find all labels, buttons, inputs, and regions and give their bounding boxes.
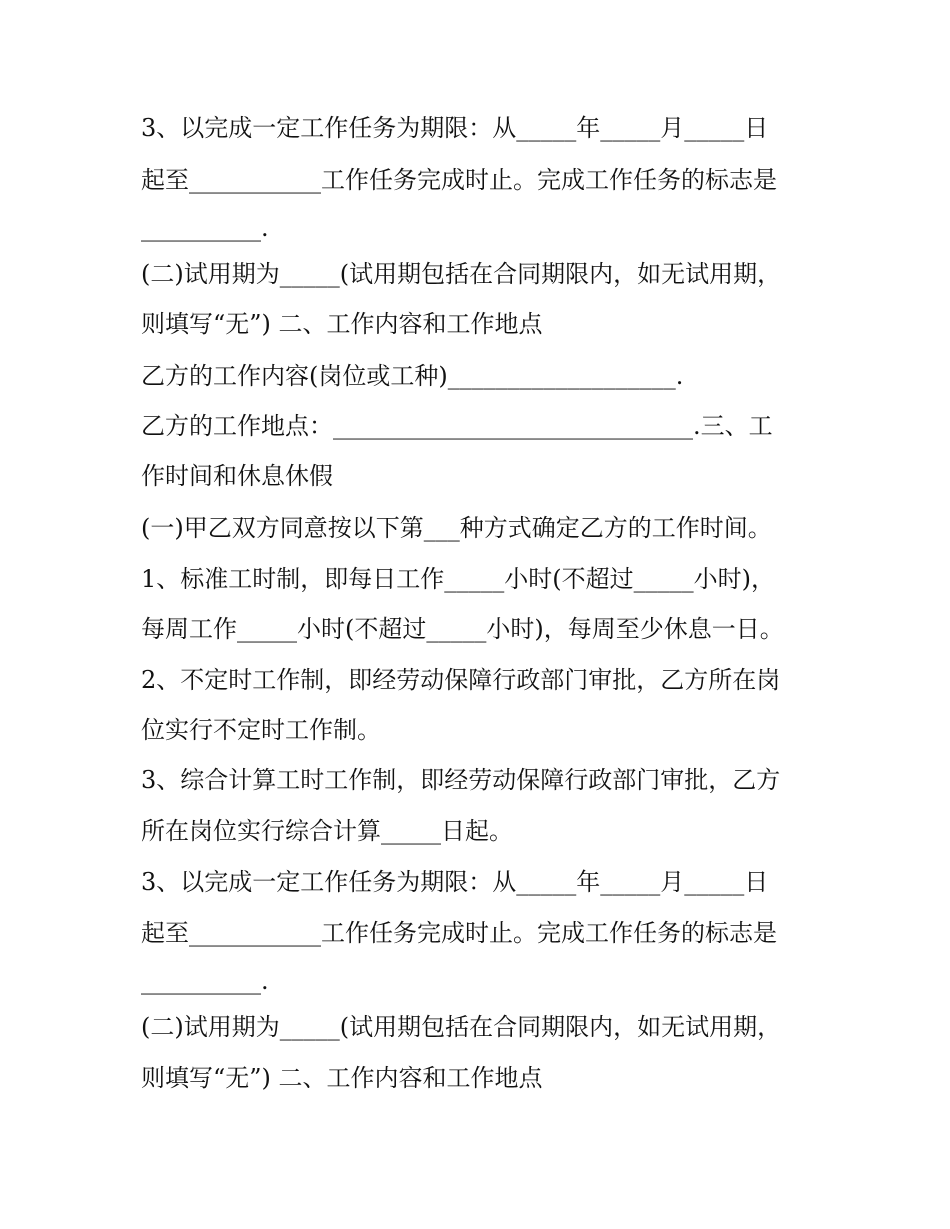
text-line: 2、不定时工作制，即经劳动保障行政部门审批，乙方所在岗 [141, 666, 781, 694]
text-line: 作时间和休息休假 [141, 462, 333, 490]
text-line: 3、以完成一定工作任务为期限：从_____年_____月_____日 [141, 114, 769, 142]
text-line: 则填写“无”) 二、工作内容和工作地点 [141, 1064, 543, 1092]
text-line: 则填写“无”) 二、工作内容和工作地点 [141, 310, 543, 338]
text-line: 起至___________工作任务完成时止。完成工作任务的标志是 [141, 919, 777, 947]
text-line: 乙方的工作地点：______________________________.三、工 [141, 412, 773, 440]
text-line: (一)甲乙双方同意按以下第___种方式确定乙方的工作时间。 [141, 514, 772, 542]
text-line: 起至___________工作任务完成时止。完成工作任务的标志是 [141, 166, 777, 194]
text-line: (二)试用期为_____(试用期包括在合同期限内，如无试用期， [141, 1013, 782, 1041]
text-line: 3、综合计算工时工作制，即经劳动保障行政部门审批，乙方 [141, 766, 781, 794]
text-line: 乙方的工作内容(岗位或工种)___________________. [141, 362, 684, 390]
text-line: 3、以完成一定工作任务为期限：从_____年_____月_____日 [141, 868, 769, 896]
text-line: 1、标准工时制，即每日工作_____小时(不超过_____小时)， [141, 565, 775, 593]
text-line: __________. [141, 967, 269, 995]
text-line: __________. [141, 214, 269, 242]
text-line: 所在岗位实行综合计算_____日起。 [141, 817, 513, 845]
text-line: 位实行不定时工作制。 [141, 716, 381, 744]
text-line: (二)试用期为_____(试用期包括在合同期限内，如无试用期， [141, 260, 782, 288]
text-line: 每周工作_____小时(不超过_____小时)，每周至少休息一日。 [141, 615, 784, 643]
